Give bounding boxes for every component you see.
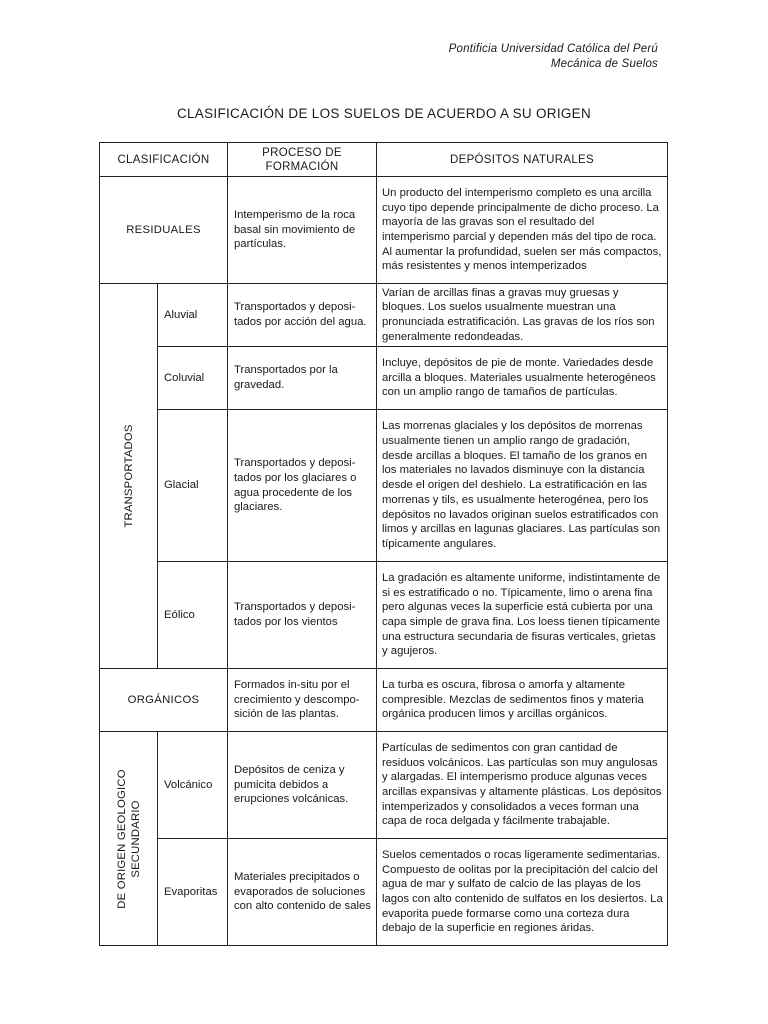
header-process-line1: PROCESO DE: [262, 146, 342, 159]
deposits-organicos: La turba es oscura, fibrosa o amorfa y altamente compresible. Mezclas de sedimentos finos y materia orgánica producen limos y arcillas orgánicos.: [377, 669, 668, 732]
header-process: [228, 143, 377, 177]
process-eolico: Transportados y deposi-tados por los vientos: [228, 562, 377, 669]
header-classification: CLASIFICACIÓN: [100, 143, 228, 177]
soil-classification-table: [99, 142, 668, 946]
category-transportados-label: TRANSPORTADOS: [122, 424, 135, 528]
deposits-residuales: Un producto del intemperismo completo es una arcilla cuyo tipo depende principalmente de dicho proceso. La mayoría de las gravas son el resultado del intemperismo parcial y dependen más del tipo de roca. Al aumentar la profundidad, suelen ser más compactos, más resistentes y menos intemperizados: [377, 177, 668, 284]
course-name: Mecánica de Suelos: [550, 58, 658, 70]
deposits-volcanico: Partículas de sedimentos con gran cantidad de residuos volcánicos. Las partículas son muy angulosas y alargadas. El intemperismo produce algunas veces arcillas expansivas y altamente plásticas. Los depósitos intemperizados y consolidados a veces forman una capa de roca delgada y fácilmente trabajable.: [377, 732, 668, 839]
category-geologico-line1: DE ORIGEN GEOLOGICO: [115, 768, 128, 909]
header-row: [100, 143, 668, 177]
process-organicos: Formados in-situ por el crecimiento y descompo-sición de las plantas.: [228, 669, 377, 732]
row-aluvial: [100, 284, 668, 347]
row-organicos: [100, 669, 668, 732]
deposits-evaporitas: Suelos cementados o rocas ligeramente sedimentarias. Compuesto de oolitas por la precipitación del calcio del agua de mar y sulfato de calcio de las playas de los lagos con alto contenido de sulfatos en los desiertos. La evaporita puede formarse como una corteza dura debajo de la superficie en regiones áridas.: [377, 839, 668, 946]
process-aluvial: Transportados y deposi-tados por acción del agua.: [228, 284, 377, 347]
category-geologico-secundario: [100, 732, 158, 946]
process-glacial: Transportados y deposi-tados por los glaciares o agua procedente de los glaciares.: [228, 410, 377, 562]
process-volcanico: Depósitos de ceniza y pumicita debidos a erupciones volcánicas.: [228, 732, 377, 839]
subcategory-glacial: Glacial: [158, 410, 228, 562]
row-evaporitas: [100, 839, 668, 946]
header-process-line2: FORMACIÓN: [265, 160, 339, 173]
institution-name: Pontificia Universidad Católica del Perú: [448, 43, 658, 55]
deposits-coluvial: Incluye, depósitos de pie de monte. Variedades desde arcilla a bloques. Materiales usualmente heterogéneos con un amplio rango de tamaños de partículas.: [377, 347, 668, 410]
category-residuales: RESIDUALES: [100, 177, 228, 284]
header-deposits: DEPÓSITOS NATURALES: [377, 143, 668, 177]
row-volcanico: [100, 732, 668, 839]
category-geologico-label: [115, 769, 143, 908]
process-residuales: Intemperismo de la roca basal sin movimiento de partículas.: [228, 177, 377, 284]
document-title: CLASIFICACIÓN DE LOS SUELOS DE ACUERDO A SU ORIGEN: [176, 106, 592, 121]
category-transportados: [100, 284, 158, 669]
row-eolico: [100, 562, 668, 669]
subcategory-coluvial: Coluvial: [158, 347, 228, 410]
deposits-glacial: Las morrenas glaciales y los depósitos de morrenas usualmente tienen un amplio rango de gradación, desde arcillas a bloques. El tamaño de los granos en los materiales no lavados disminuye con la distancia desde el origen del deshielo. La estratificación en las morrenas y tils, es usualmente heterogénea, pero los depósitos no lavados originan suelos estratificados con limos y arcillas en lagunas glaciares. Las partículas son típicamente angulares.: [377, 410, 668, 562]
page-header: [449, 42, 658, 72]
deposits-aluvial: Varían de arcillas finas a gravas muy gruesas y bloques. Los suelos usualmente muestran una pronunciada estratificación. Las gravas de los ríos son generalmente redondeadas.: [377, 284, 668, 347]
subcategory-eolico: Eólico: [158, 562, 228, 669]
row-coluvial: [100, 347, 668, 410]
deposits-eolico: La gradación es altamente uniforme, indistintamente de si es estratificado o no. Típicamente, limo o arena fina pero algunas veces la superficie está cubierta por una capa simple de grava fina. Los loess tienen típicamente una estructura secundaria de fisuras verticales, grietas y agujeros.: [377, 562, 668, 669]
subcategory-evaporitas: Evaporitas: [158, 839, 228, 946]
subcategory-volcanico: Volcánico: [158, 732, 228, 839]
category-geologico-line2: SECUNDARIO: [129, 799, 142, 878]
category-organicos: ORGÁNICOS: [100, 669, 228, 732]
row-glacial: [100, 410, 668, 562]
subcategory-aluvial: Aluvial: [158, 284, 228, 347]
process-evaporitas: Materiales precipitados o evaporados de soluciones con alto contenido de sales: [228, 839, 377, 946]
row-residuales: [100, 177, 668, 284]
process-coluvial: Transportados por la gravedad.: [228, 347, 377, 410]
